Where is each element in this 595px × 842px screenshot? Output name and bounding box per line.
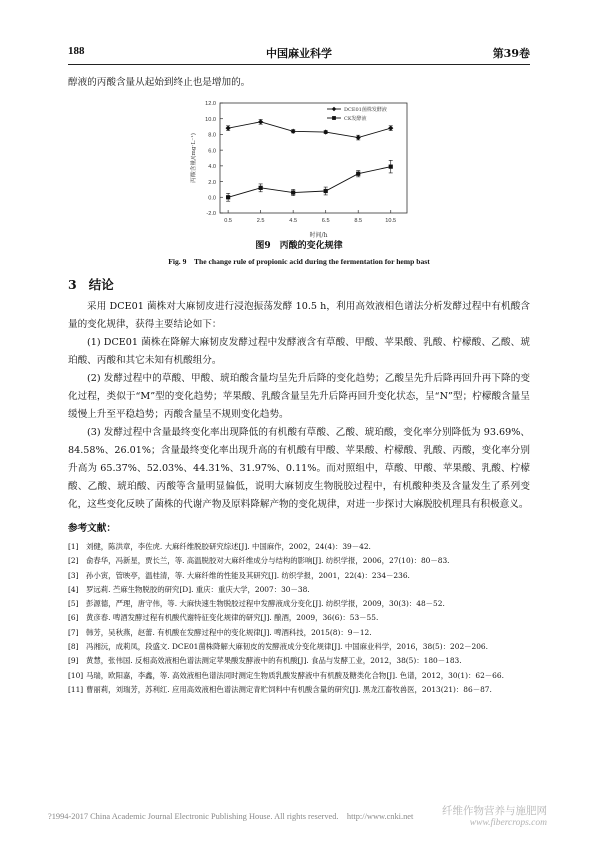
figure-9: [175, 95, 435, 240]
x-tick-label: 0.5: [224, 218, 233, 224]
reference-number: [10]: [68, 670, 84, 680]
section-title: 结论: [88, 277, 114, 292]
series-line-square: [228, 167, 391, 198]
reference-item: [68, 626, 530, 640]
reference-text: 孙小寅，管映亭，温桂清，等. 大麻纤维的性能及其研究[J]. 纺织学报，2001，22(4)：234－236.: [86, 570, 410, 580]
watermark: [442, 803, 547, 828]
reference-number: [7]: [68, 627, 79, 637]
section-heading: [68, 275, 126, 293]
reference-item: [68, 669, 530, 683]
data-point-diamond: [356, 135, 361, 140]
conclusion-paragraph-intro: 采用 DCE01 菌株对大麻韧皮进行浸泡振荡发酵 10.5 h，利用高效液相色谱法分析发酵过程中有机酸含量的变化规律，获得主要结论如下：: [68, 301, 530, 330]
reference-list: [68, 540, 530, 697]
reference-number: [9]: [68, 656, 79, 666]
reference-item: [68, 683, 530, 697]
conclusion-paragraph-3: (3) 发酵过程中含量最终变化率出现降低的有机酸有草酸、乙酸、琥珀酸，变化率分别降低为 93.69%、84.58%、26.01%；含量最终变化率出现升高的有机酸有甲酸、苹果酸、柠檬酸、乳酸、丙酸，变化率分别升高为 65.37%、52.03%、44.31%、31.97%、0.11%。而对照组中，草酸、甲酸、苹果酸、乳酸、柠檬酸、乙酸、琥珀酸、丙酸等含量明显偏低，说明大麻韧皮生物脱胶过程中，有机酸种类及含量发生了系列变化，这些变化反映了菌株的代谢产物及原料降解产物的变化规律，对进一步探讨大麻脱胶机理具有积极意义。: [68, 427, 530, 510]
data-point-diamond: [258, 119, 263, 124]
data-point-square: [226, 195, 230, 199]
x-tick-label: 2.5: [256, 218, 265, 224]
data-point-square: [324, 189, 328, 193]
watermark-url: www.fibercrops.com: [469, 818, 547, 828]
y-tick-label: -2.0: [206, 211, 216, 218]
conclusion-paragraph-2: (2) 发酵过程中的草酸、甲酸、琥珀酸含量均呈先升后降的变化趋势；乙酸呈先升后降再回升再下降的变化过程，类似于“M”型的变化趋势；苹果酸、乳酸含量呈先升后降再回升变化状态，呈“N”型；柠檬酸含量呈缓慢上升至平稳趋势；丙酸含量呈不规则变化趋势。: [68, 373, 530, 420]
data-point-diamond: [226, 126, 231, 131]
reference-number: [3]: [68, 570, 79, 580]
page-header: [68, 45, 530, 61]
figure-caption-en: Fig. 9 The change rule of propionic acid during the fermentation for hemp bast: [168, 257, 430, 266]
copyright-footer: ?1994-2017 China Academic Journal Electronic Publishing House. All rights reserved. http://www.cnki.net: [48, 812, 414, 821]
reference-text: 俞春华，冯新星，贾长兰，等. 高温脱胶对大麻纤维成分与结构的影响[J]. 纺织学报，2006，27(10)：80－83.: [86, 556, 450, 566]
volume-label: 第39卷: [492, 47, 530, 60]
x-tick-label: 6.5: [321, 218, 330, 224]
legend-marker-square: [332, 116, 336, 120]
data-point-square: [291, 190, 295, 194]
reference-text: 韩芳，吴秋燕，赵蕾. 有机酸在发酵过程中的变化规律[J]. 啤酒科技，2015(8)：9－12.: [86, 627, 372, 637]
x-tick-label: 8.5: [354, 218, 363, 224]
y-tick-label: 0.0: [208, 195, 216, 202]
section-number: 3: [68, 277, 77, 292]
reference-item: [68, 640, 530, 654]
x-tick-label: 4.5: [289, 218, 298, 224]
reference-number: [8]: [68, 642, 79, 652]
reference-item: [68, 583, 530, 597]
x-axis-label: 时间/h: [309, 232, 328, 239]
reference-item: [68, 540, 530, 554]
reference-number: [6]: [68, 613, 79, 623]
page-number: 188: [68, 45, 85, 57]
data-point-square: [259, 186, 263, 190]
y-tick-label: 6.0: [208, 148, 216, 155]
reference-text: 罗远莉. 苎麻生物脱胶的研究[D]. 重庆：重庆大学，2007：30－38.: [86, 584, 310, 594]
y-tick-label: 8.0: [208, 132, 216, 139]
reference-item: [68, 654, 530, 668]
reference-number: [5]: [68, 599, 79, 609]
reference-text: 马瑞，欧阳嘉，李鑫，等. 高效液相色谱法同时测定生物质乳酸发酵液中有机酸及糖类化合物[J]. 色谱，2012，30(1)：62－66.: [86, 670, 504, 680]
reference-number: [2]: [68, 556, 79, 566]
reference-item: [68, 597, 530, 611]
y-tick-label: 10.0: [205, 116, 216, 123]
reference-text: 刘健，陈洪章，李佐虎. 大麻纤维脱胶研究综述[J]. 中国麻作，2002，24(4)：39－42.: [86, 542, 371, 551]
reference-item: [68, 611, 530, 625]
reference-text: 冯湘沅，成莉凤，段盛文. DCE01菌株降解大麻韧皮的发酵液成分变化规律[J]. 中国麻业科学，2016，38(5)：202－206.: [86, 642, 488, 652]
intro-paragraph: 醇液的丙酸含量从起始到终止也是增加的。: [68, 77, 251, 88]
reference-text: 曹丽莉，刘瑞芳，苏利红. 应用高效液相色谱法测定青贮饲料中有机酸含量的研究[J]. 黑龙江畜牧兽医，2013(21)：86－87.: [86, 684, 492, 694]
conclusion-paragraph-1: (1) DCE01 菌株在降解大麻韧皮发酵过程中发酵液含有草酸、甲酸、苹果酸、乳酸、柠檬酸、乙酸、琥珀酸、丙酸和其它未知有机酸组分。: [68, 337, 530, 366]
reference-item: [68, 569, 530, 583]
legend-label: DCE01菌株发酵液: [344, 107, 387, 113]
propionic-acid-chart: [175, 95, 435, 240]
reference-item: [68, 554, 530, 568]
legend-marker-diamond: [332, 107, 337, 112]
references-heading: 参考文献：: [68, 523, 116, 534]
reference-text: 黄慧，张伟国. 反相高效液相色谱法测定苹果酸发酵液中的有机酸[J]. 食品与发酵工业，2012，38(5)：180－183.: [86, 656, 462, 666]
reference-number: [4]: [68, 584, 79, 594]
y-tick-label: 12.0: [205, 101, 216, 108]
watermark-cn: 纤维作物营养与施肥网: [442, 805, 547, 817]
x-tick-label: 10.5: [385, 218, 397, 224]
reference-text: 彭源德，严理，唐守伟，等. 大麻快速生物脱胶过程中发酵液成分变化[J]. 纺织学报，2009，30(3)：48－52.: [86, 599, 445, 609]
y-tick-label: 2.0: [208, 179, 216, 186]
legend-label: CK发酵液: [344, 116, 367, 122]
journal-name: 中国麻业科学: [266, 47, 332, 60]
y-tick-label: 4.0: [208, 164, 216, 171]
data-point-square: [389, 165, 393, 169]
reference-number: [1]: [68, 542, 79, 551]
plot-frame: [220, 103, 407, 213]
data-point-diamond: [388, 126, 393, 131]
series-line-diamond: [228, 122, 391, 138]
figure-caption-cn: 图9 丙酸的变化规律: [255, 241, 343, 251]
reference-text: 黄彦春. 啤酒发酵过程有机酸代谢特征变化规律的研究[J]. 酿酒，2009，36(6)：53－55.: [86, 613, 379, 623]
data-point-square: [356, 172, 360, 176]
reference-number: [11]: [68, 684, 84, 694]
header-rule: [68, 64, 530, 65]
y-axis-label: 丙酸含量/(mg·L⁻¹): [191, 133, 197, 183]
